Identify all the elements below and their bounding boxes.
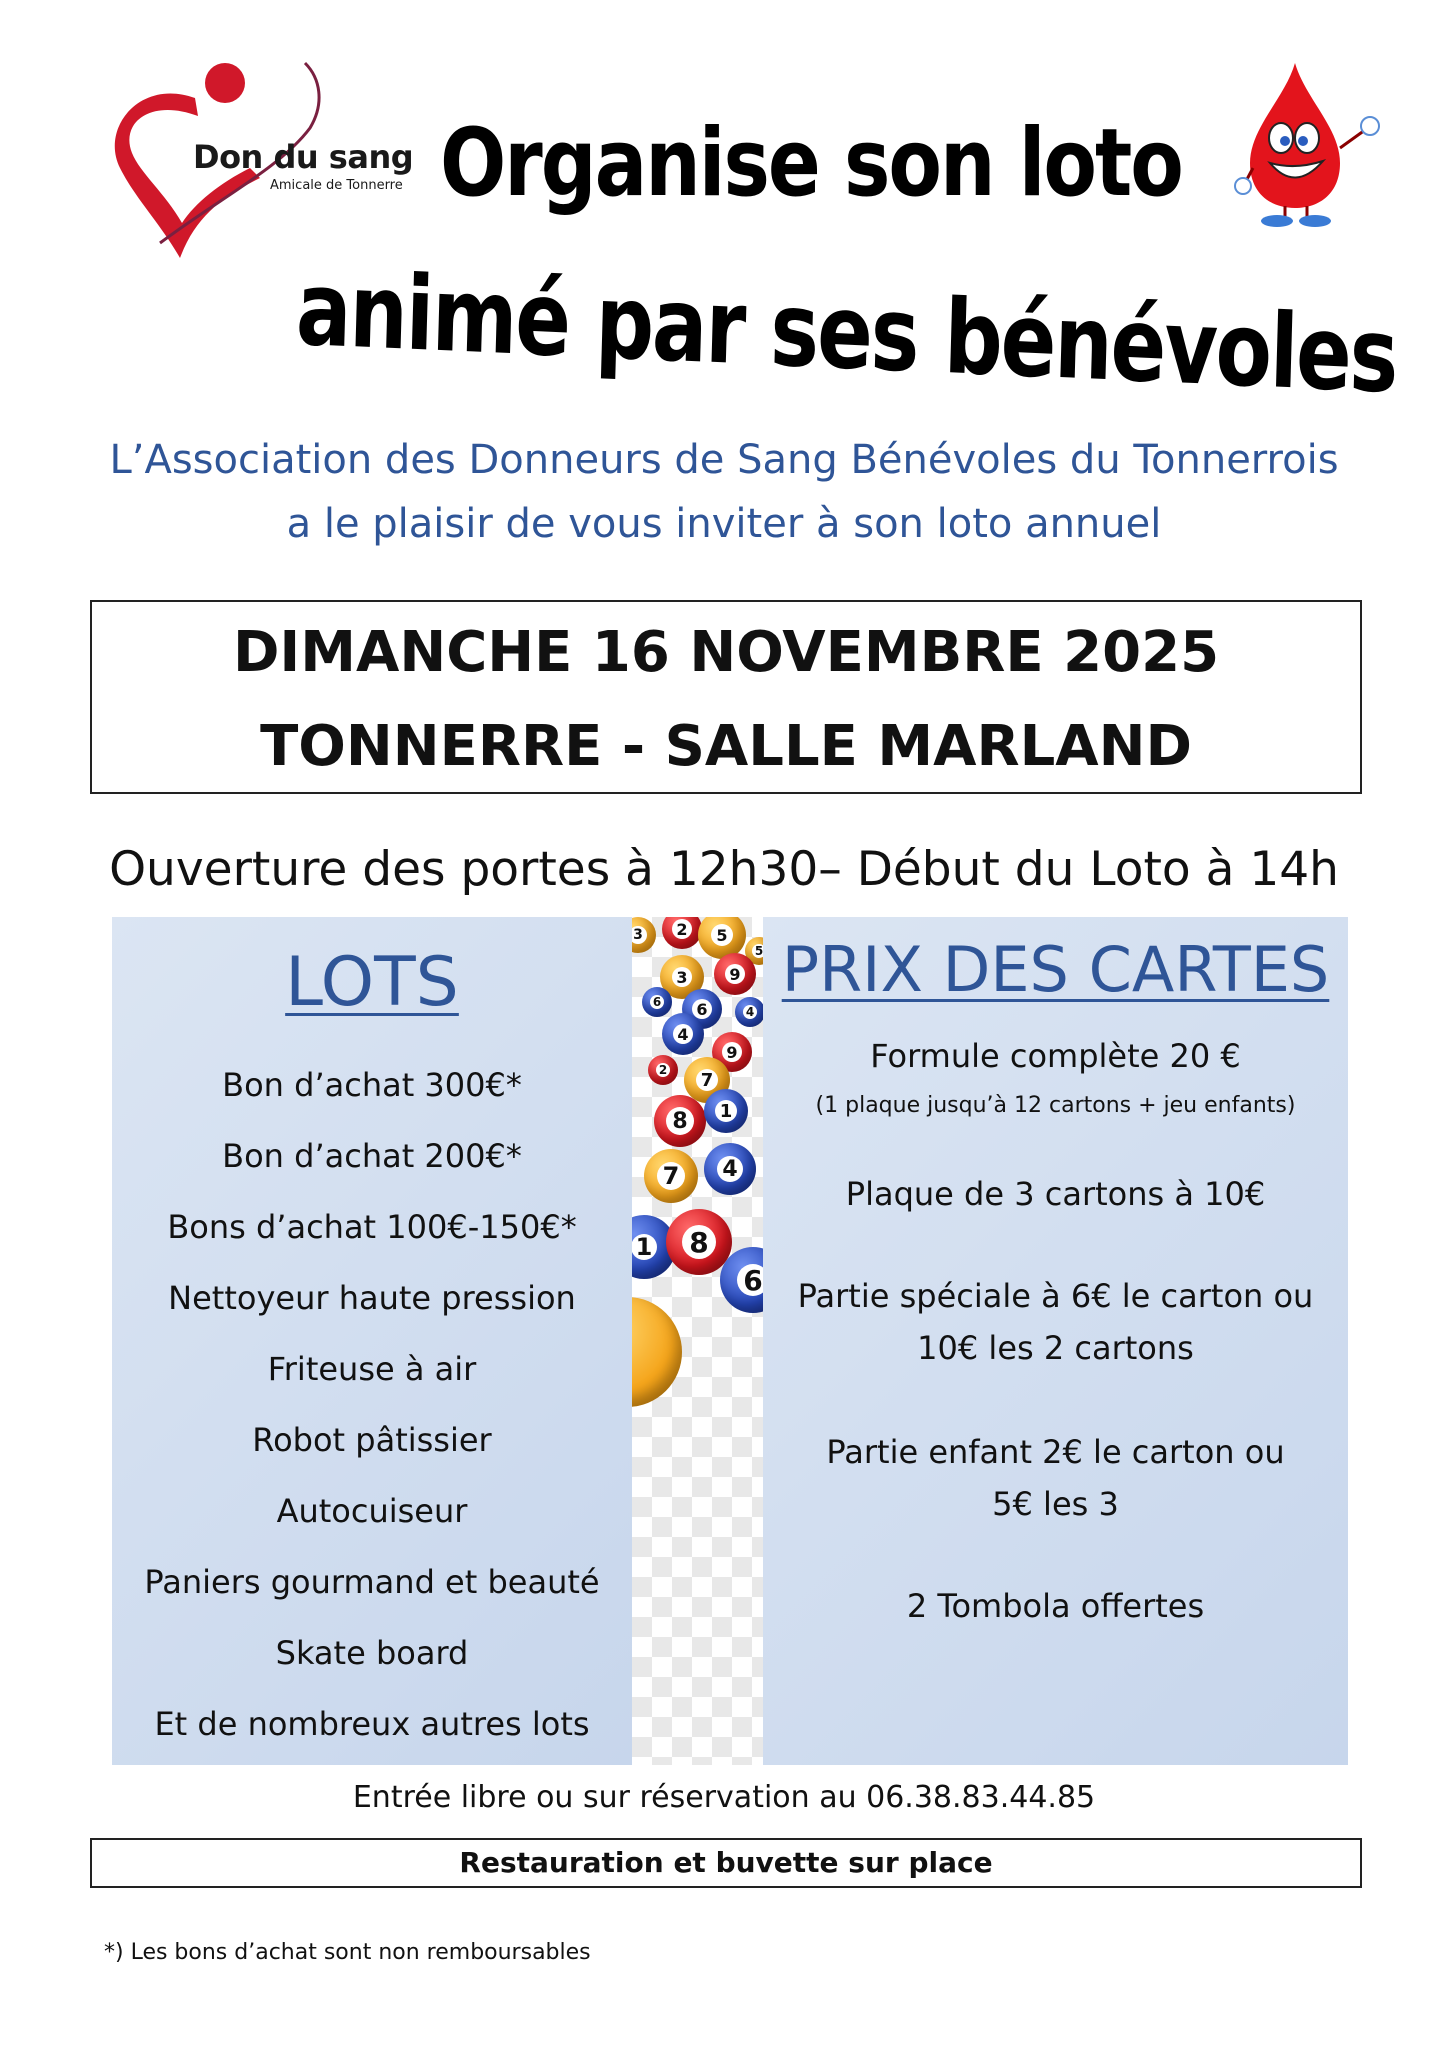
intro-line-2: a le plaisir de vous inviter à son loto annuel — [286, 501, 1162, 547]
loto-balls-image — [632, 917, 763, 1765]
title-line-1: Organise son loto — [440, 110, 1182, 218]
footnote: *) Les bons d’achat sont non remboursables — [104, 1940, 591, 1965]
lot-item: Bons d’achat 100€-150€* — [167, 1208, 577, 1246]
lots-list — [112, 1050, 632, 1760]
lot-item: Bon d’achat 300€* — [222, 1066, 522, 1104]
entree-info: Entrée libre ou sur réservation au 06.38.83.44.85 — [352, 1780, 1096, 1815]
prix-list — [763, 1030, 1348, 1632]
lot-item: Friteuse à air — [267, 1350, 477, 1388]
don-du-sang-logo — [100, 58, 420, 268]
ball-icon: 7 — [684, 1057, 730, 1103]
ball-icon: 2 — [662, 917, 702, 949]
ball-icon: 8 — [654, 1095, 706, 1147]
price-plaque: Plaque de 3 cartons à 10€ — [845, 1175, 1266, 1213]
lot-item: Robot pâtissier — [252, 1421, 492, 1459]
price-speciale-line-2: 10€ les 2 cartons — [917, 1329, 1194, 1367]
ball-icon: 9 — [714, 953, 756, 995]
ball-icon: 8 — [666, 1209, 732, 1275]
event-date-box — [90, 600, 1362, 794]
logo-subtitle: Amicale de Tonnerre — [270, 178, 403, 193]
ball-icon: 2 — [648, 1055, 678, 1085]
lots-title: LOTS — [285, 943, 459, 1022]
ball-icon: 3 — [660, 955, 704, 999]
ball-icon: 6 — [682, 989, 722, 1029]
ball-icon: 9 — [712, 1032, 752, 1072]
price-formule-note: (1 plaque jusqu’à 12 cartons + jeu enfants) — [815, 1093, 1296, 1118]
title-line-2: animé par ses bénévoles — [294, 250, 1399, 417]
event-location: TONNERRE - SALLE MARLAND — [260, 714, 1192, 779]
price-tombola: 2 Tombola offertes — [906, 1587, 1205, 1625]
ball-icon — [632, 1297, 682, 1407]
ball-icon: 6 — [642, 987, 672, 1017]
prix-panel — [763, 917, 1348, 1765]
lot-item: Bon d’achat 200€* — [222, 1137, 522, 1175]
lot-item: Paniers gourmand et beauté — [144, 1563, 600, 1601]
lot-item: Et de nombreux autres lots — [154, 1705, 590, 1743]
ball-icon: 5 — [745, 937, 763, 965]
lot-item: Nettoyeur haute pression — [168, 1279, 576, 1317]
opening-hours: Ouverture des portes à 12h30– Début du Loto à 14h — [109, 842, 1339, 897]
price-enfant-line-1: Partie enfant 2€ le carton ou — [826, 1433, 1285, 1471]
ball-icon: 7 — [644, 1149, 698, 1203]
ball-icon: 4 — [662, 1013, 704, 1055]
intro-text — [0, 428, 1448, 556]
ball-icon: 5 — [698, 917, 746, 959]
ball-icon: 1 — [632, 1215, 676, 1279]
lot-item: Skate board — [275, 1634, 469, 1672]
prix-title: PRIX DES CARTES — [781, 933, 1330, 1006]
price-formule: Formule complète 20 € — [870, 1037, 1241, 1075]
ball-icon: 1 — [704, 1089, 748, 1133]
restauration-box: Restauration et buvette sur place — [90, 1838, 1362, 1888]
event-date: DIMANCHE 16 NOVEMBRE 2025 — [232, 620, 1220, 685]
ball-icon: 3 — [632, 917, 656, 953]
lots-panel — [112, 917, 632, 1765]
ball-icon: 4 — [704, 1143, 756, 1195]
logo-name: Don du sang — [193, 138, 414, 176]
blood-drop-mascot-icon — [1215, 58, 1395, 228]
intro-line-1: L’Association des Donneurs de Sang Bénévoles du Tonnerrois — [109, 437, 1339, 483]
ball-icon: 4 — [735, 997, 763, 1027]
ball-icon: 6 — [720, 1247, 763, 1313]
price-enfant-line-2: 5€ les 3 — [992, 1485, 1119, 1523]
lot-item: Autocuiseur — [276, 1492, 468, 1530]
price-speciale-line-1: Partie spéciale à 6€ le carton ou — [797, 1277, 1314, 1315]
